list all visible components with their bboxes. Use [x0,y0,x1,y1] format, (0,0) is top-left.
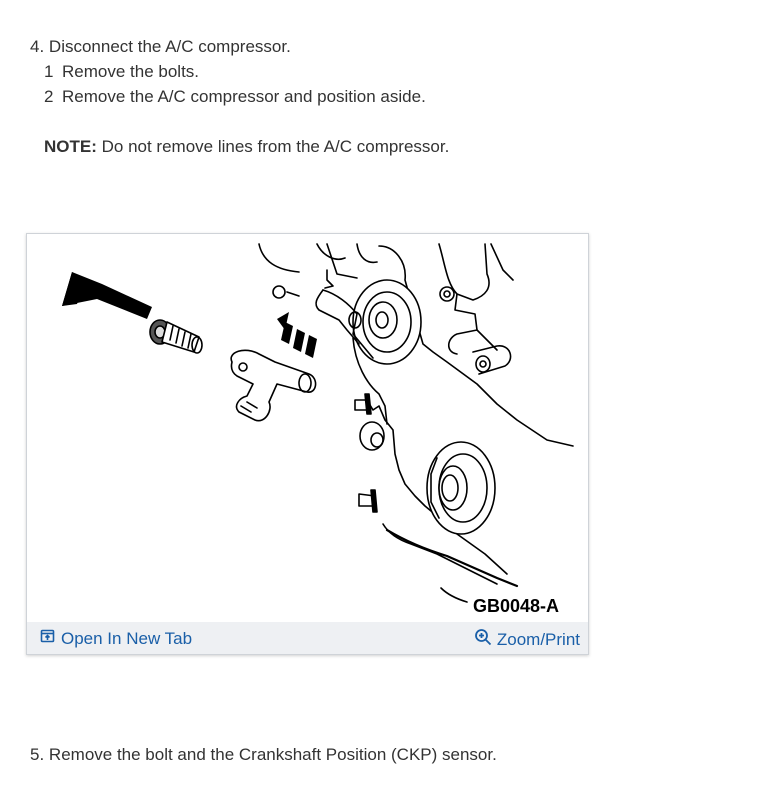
step-4-number: 4. [30,37,45,56]
note-label: NOTE: [44,137,97,156]
step-4-text: Disconnect the A/C compressor. [48,37,291,56]
substep-2-number: 2 [44,87,54,106]
open-new-tab-icon [40,628,56,649]
note [44,137,449,157]
figure-code-label: GB0048-A [473,596,560,616]
substep-1-text: Remove the bolts. [62,62,200,81]
figure-card [26,233,589,655]
open-in-new-tab-label: Open In New Tab [61,628,193,648]
figure-action-bar [27,622,588,654]
substep-1-number: 1 [44,62,54,81]
step-5 [30,745,497,765]
step-5-number: 5. [30,745,45,764]
substep-2 [44,87,426,107]
zoom-print-label: Zoom/Print [496,629,580,649]
substep-1 [44,62,199,82]
engine-illustration [27,234,588,622]
zoom-in-icon [474,628,492,651]
zoom-print-link[interactable] [474,628,580,651]
substep-2-text: Remove the A/C compressor and position aside. [62,87,426,106]
step-4 [30,37,291,57]
step-5-text: Remove the bolt and the Crankshaft Position (CKP) sensor. [48,745,497,764]
note-text: Do not remove lines from the A/C compressor. [101,137,450,156]
open-in-new-tab-link[interactable] [40,628,192,649]
